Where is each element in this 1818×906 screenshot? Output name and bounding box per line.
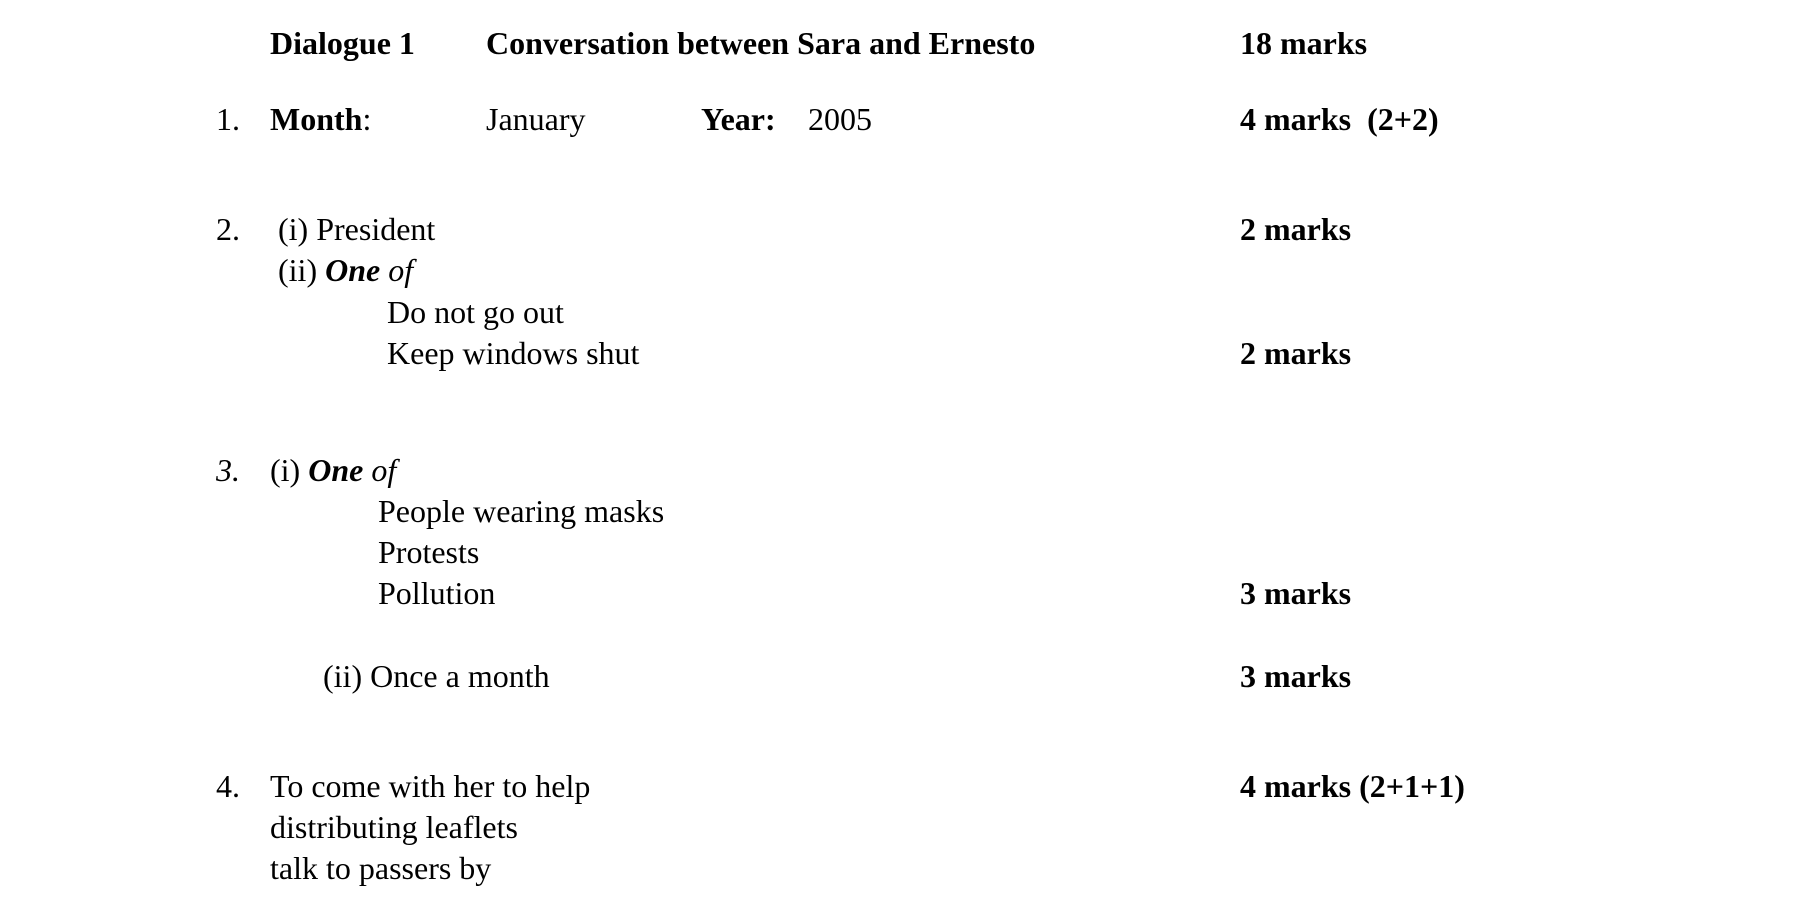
q2-part-ii-one: One [325, 252, 381, 288]
q4-marks: 4 marks (2+1+1) [1240, 768, 1465, 804]
q2-part-ii-marks: 2 marks [1240, 335, 1352, 371]
q3-option: People wearing masks [378, 493, 665, 529]
q4-answer-line: To come with her to help [270, 768, 591, 804]
q3-part-i-one: One [308, 452, 364, 488]
q2-part-ii [278, 254, 413, 286]
q3-part-i [270, 454, 396, 486]
q3-part-i-marks: 3 marks [1240, 575, 1352, 611]
q4-answer-line: distributing leaflets [270, 809, 518, 845]
q3-part-i-prefix: (i) [270, 452, 309, 488]
q3-part-ii-marks: 3 marks [1240, 658, 1352, 694]
q2-part-ii-prefix: (ii) [278, 252, 326, 288]
dialogue-label: Dialogue 1 [270, 25, 415, 61]
q1-year-label: Year: [701, 101, 776, 137]
total-marks: 18 marks [1240, 25, 1368, 61]
q1-month [270, 103, 371, 135]
q2-option: Do not go out [387, 294, 564, 330]
q3-option: Pollution [378, 575, 496, 611]
q4-answer-line: talk to passers by [270, 850, 492, 886]
q3-option: Protests [378, 534, 480, 570]
q2-part-ii-of: of [380, 252, 414, 288]
q1-month-value: January [486, 101, 586, 137]
q2-part-i: (i) President [278, 211, 436, 247]
q1-marks: 4 marks (2+2) [1240, 101, 1439, 137]
q3-part-ii: (ii) Once a month [323, 658, 550, 694]
q2-option: Keep windows shut [387, 335, 640, 371]
q3-part-i-of: of [363, 452, 397, 488]
q2-part-i-marks: 2 marks [1240, 211, 1352, 247]
q2-number: 2. [216, 211, 240, 247]
q1-number: 1. [216, 101, 240, 137]
q1-month-label: Month [270, 101, 363, 137]
q1-month-colon: : [362, 101, 372, 137]
q1-year-value: 2005 [808, 101, 872, 137]
q3-number: 3. [216, 452, 240, 488]
dialogue-title: Conversation between Sara and Ernesto [486, 25, 1036, 61]
q4-number: 4. [216, 768, 240, 804]
